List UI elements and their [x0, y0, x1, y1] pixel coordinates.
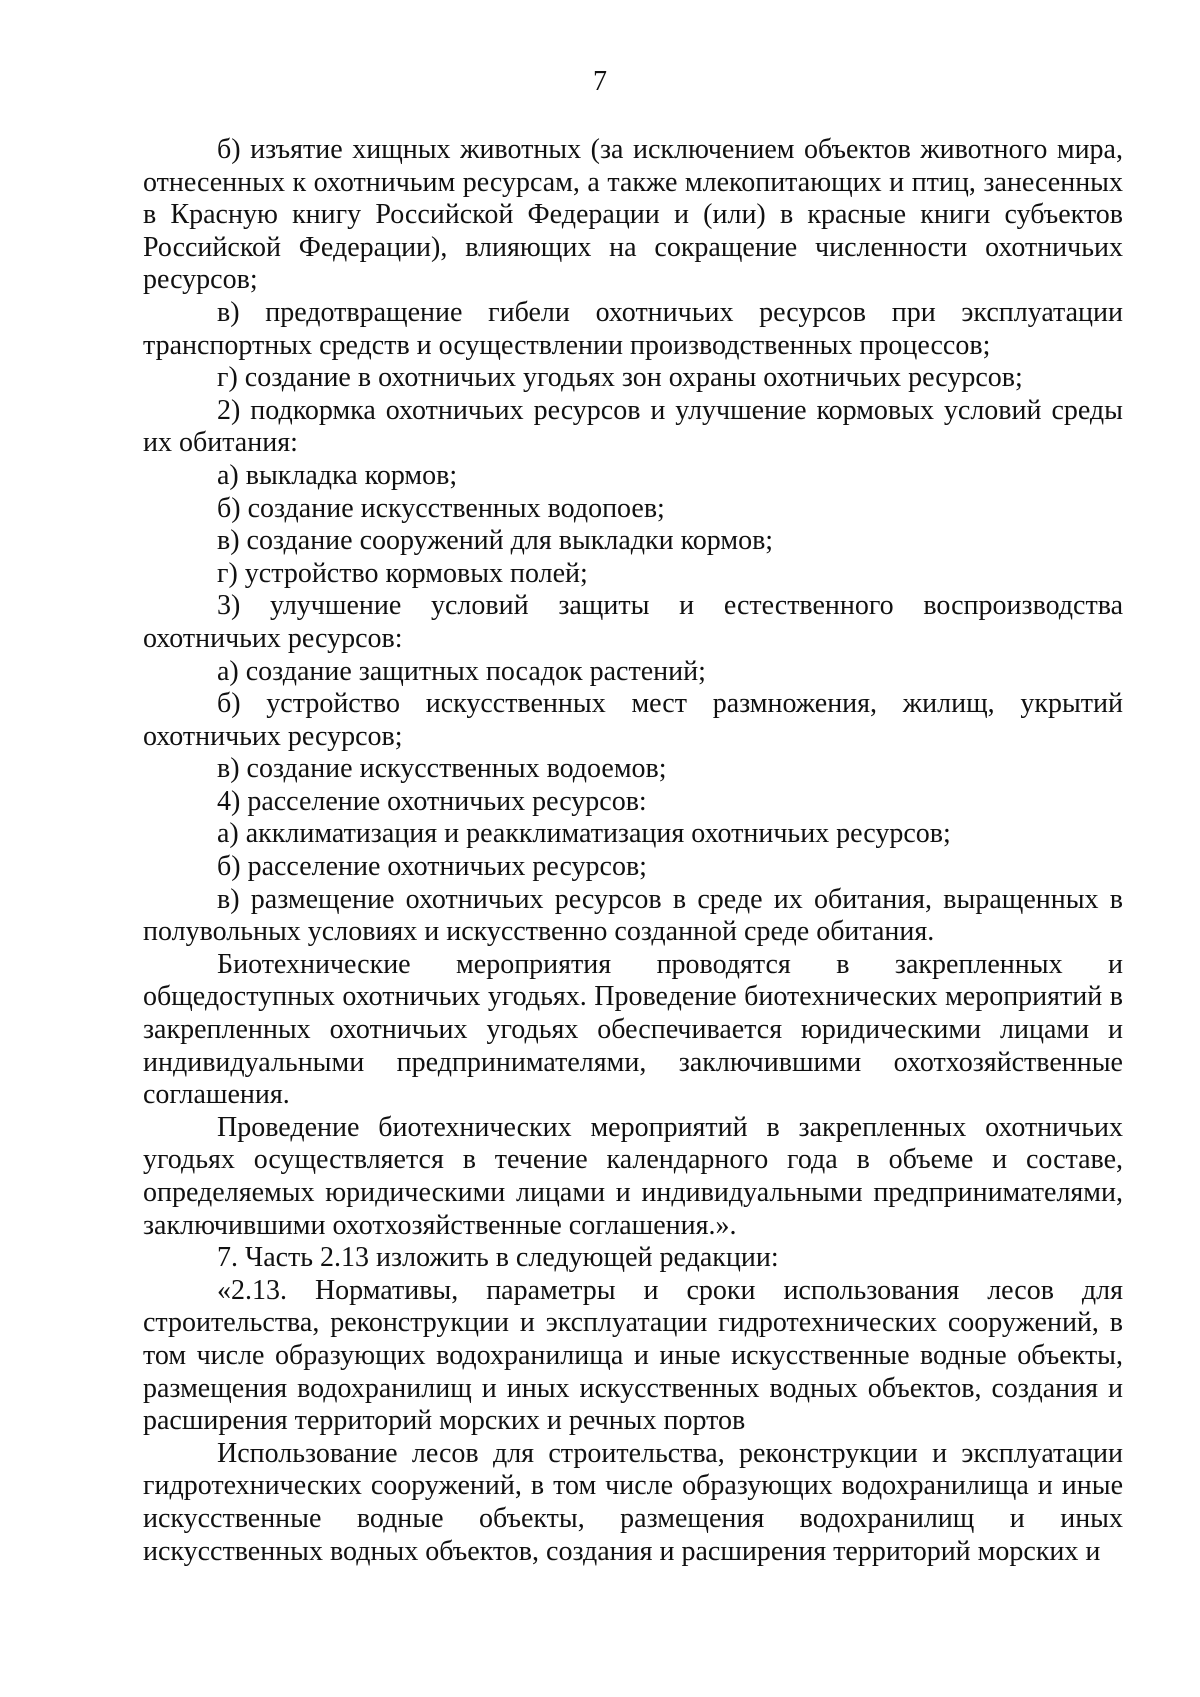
paragraph-4-resettlement: 4) расселение охотничьих ресурсов:	[217, 785, 647, 817]
paragraph-1b-predator-removal: б) изъятие хищных животных (за исключением объектов животного мира, отнесенных к охотничьим ресурсам, а также млекопитающих и птиц, занесенных в Красную книгу Российской Федерации и (или) в красные книги субъектов Российской Федерации), влияющих на сокращение численности охотничьих ресурсов;	[143, 134, 1123, 296]
paragraph-forest-use: Использование лесов для строительства, реконструкции и эксплуатации гидротехнических сооружений, в том числе образующих водохранилища и иные искусственные водные объекты, размещения водохранилищ и иных искусственных водных объектов, создания и расширения территорий морских и	[143, 1437, 1123, 1567]
paragraph-2b: б) создание искусственных водопоев;	[217, 492, 665, 524]
paragraph-4b: б) расселение охотничьих ресурсов;	[217, 851, 647, 883]
paragraph-item-7: 7. Часть 2.13 изложить в следующей редакции:	[217, 1242, 779, 1274]
paragraph-biotech-measures: Биотехнические мероприятия проводятся в закрепленных и общедоступных охотничьих угодьях. Проведение биотехнических мероприятий в закрепленных охотничьих угодьях обеспечивается юридическими лицами и индивидуальными предпринимателями, заключившими охотхозяйственные соглашения.	[143, 948, 1123, 1111]
body-text	[143, 134, 1123, 1568]
paragraph-3b: б) устройство искусственных мест размножения, жилищ, укрытий охотничьих ресурсов;	[143, 688, 1123, 752]
paragraph-section-2-13: «2.13. Нормативы, параметры и сроки использования лесов для строительства, реконструкции и эксплуатации гидротехнических сооружений, в том числе образующих водохранилища и иные искусственные водные объекты, размещения водохранилищ и иных искусственных водных объектов, создания и расширения территорий морских и речных портов	[143, 1274, 1123, 1437]
page-number: 7	[593, 66, 607, 97]
paragraph-1g-protection-zones: г) создание в охотничьих угодьях зон охраны охотничьих ресурсов;	[217, 362, 1023, 394]
paragraph-4a: а) акклиматизация и реакклиматизация охотничьих ресурсов;	[217, 818, 951, 850]
paragraph-4v: в) размещение охотничьих ресурсов в среде их обитания, выращенных в полувольных условиях и искусственно созданной среде обитания.	[143, 883, 1123, 948]
paragraph-3-protection: 3) улучшение условий защиты и естественного воспроизводства охотничьих ресурсов:	[143, 590, 1123, 654]
paragraph-biotech-conduct: Проведение биотехнических мероприятий в закрепленных охотничьих угодьях осуществляется в течение календарного года в объеме и составе, определяемых юридическими лицами и индивидуальными предпринимателями, заключившими охотхозяйственные соглашения.».	[143, 1111, 1123, 1241]
paragraph-3a: а) создание защитных посадок растений;	[217, 655, 706, 687]
paragraph-2-feeding: 2) подкормка охотничьих ресурсов и улучшение кормовых условий среды их обитания:	[143, 394, 1123, 459]
paragraph-2g: г) устройство кормовых полей;	[217, 557, 588, 589]
paragraph-1v-prevent-death: в) предотвращение гибели охотничьих ресурсов при эксплуатации транспортных средств и осуществлении производственных процессов;	[143, 296, 1123, 361]
paragraph-3v: в) создание искусственных водоемов;	[217, 753, 667, 785]
paragraph-2a: а) выкладка кормов;	[217, 459, 458, 491]
paragraph-2v: в) создание сооружений для выкладки кормов;	[217, 525, 774, 557]
